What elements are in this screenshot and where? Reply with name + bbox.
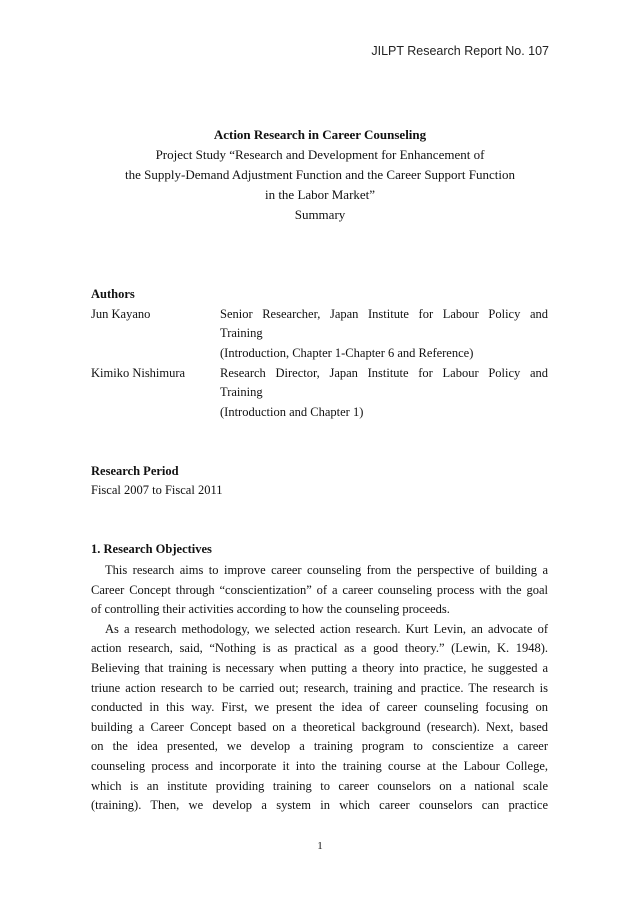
paragraph-line: triune action research to be carried out; research, training and practice. The research is xyxy=(91,680,548,695)
author-role: Research Director, Japan Institute for Labour Policy and xyxy=(220,366,548,380)
paragraph-line: building a Career Concept based on a theoretical background (research). Next, based xyxy=(91,719,548,734)
author-chapters: (Introduction and Chapter 1) xyxy=(220,405,364,419)
paragraph-line: of controlling their activities according to how the counseling proceeds. xyxy=(91,602,450,617)
page-number: 1 xyxy=(317,840,323,852)
paragraph-line: Believing that training is necessary when putting a theory into practice, he suggested a xyxy=(91,661,548,675)
authors-heading: Authors xyxy=(91,287,135,301)
section-heading: 1. Research Objectives xyxy=(91,542,212,556)
document-title: Action Research in Career Counseling xyxy=(213,127,427,142)
author-chapters: (Introduction, Chapter 1-Chapter 6 and Reference) xyxy=(220,346,474,360)
author-role: Training xyxy=(220,385,263,399)
paragraph-line: action research, said, “Nothing is as practical as a good theory.” (Lewin, K. 1948). xyxy=(91,641,548,656)
paragraph-line: (training). Then, we develop a system in which career counselors can practice xyxy=(91,798,548,813)
period-value: Fiscal 2007 to Fiscal 2011 xyxy=(91,483,223,497)
paragraph-line: counseling process and incorporate it into the training course at the Labour College, xyxy=(91,759,548,773)
author-role: Training xyxy=(220,326,263,340)
subtitle-line: Project Study “Research and Development for Enhancement of xyxy=(155,147,485,162)
paragraph-line: on the idea presented, we develop a training program to conscientize a career xyxy=(91,739,548,754)
subtitle-line: in the Labor Market” xyxy=(264,187,376,202)
author-name: Kimiko Nishimura xyxy=(91,366,186,380)
paragraph-line: As a research methodology, we selected action research. Kurt Levin, an advocate of xyxy=(105,621,548,636)
paragraph-line: This research aims to improve career counseling from the perspective of building a xyxy=(105,563,548,577)
author-name: Jun Kayano xyxy=(91,307,151,321)
paragraph-line: which is an institute providing training to career counselors on a national scale xyxy=(91,778,548,793)
report-header: JILPT Research Report No. 107 xyxy=(371,44,549,58)
summary-label: Summary xyxy=(294,207,346,222)
subtitle-line: the Supply-Demand Adjustment Function and the Career Support Function xyxy=(125,167,515,182)
paragraph-line: Career Concept through “conscientization” of a career counseling process with the goal xyxy=(91,582,548,597)
paragraph-line: conducted in this way. First, we present the idea of career counseling focusing on xyxy=(91,700,548,715)
author-role: Senior Researcher, Japan Institute for Labour Policy and xyxy=(220,307,548,321)
period-heading: Research Period xyxy=(91,464,179,478)
